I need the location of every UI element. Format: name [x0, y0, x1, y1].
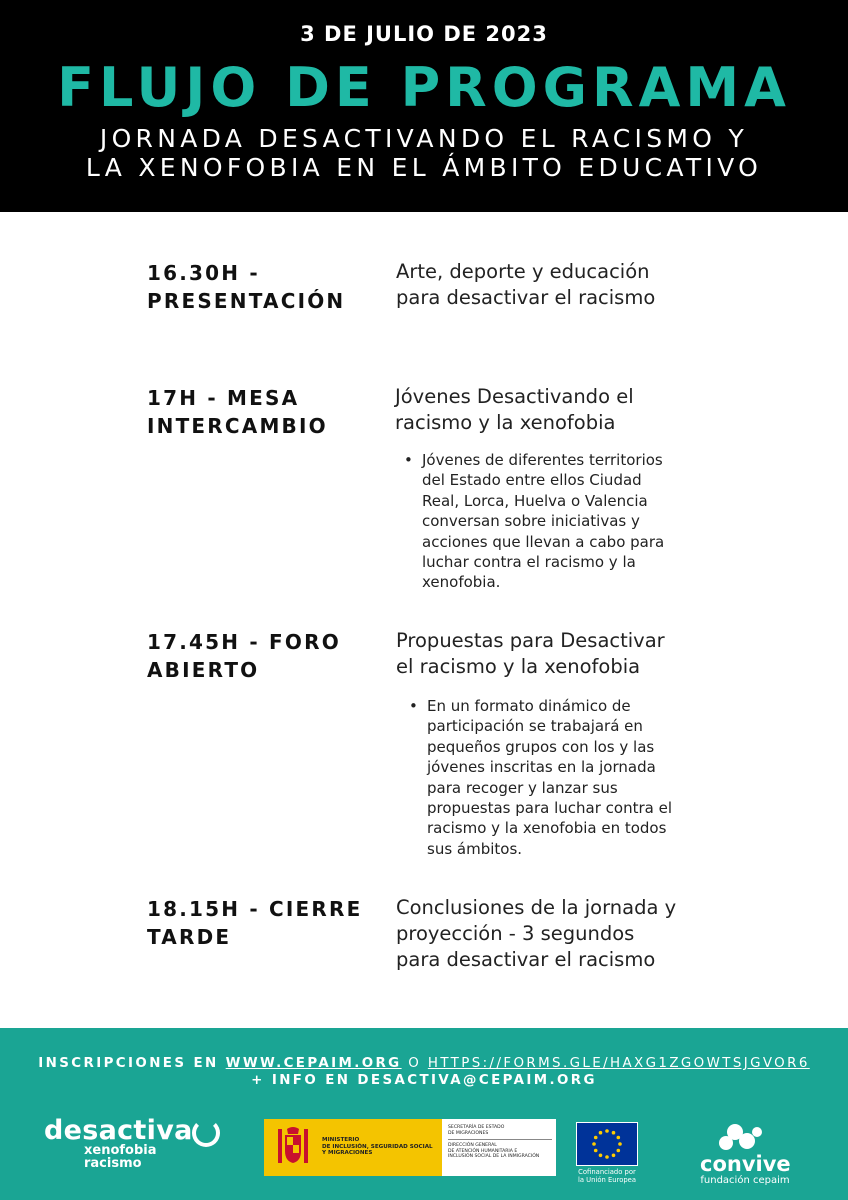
- registration-or: O: [401, 1056, 428, 1071]
- program-description-line: proyección - 3 segundos: [396, 922, 635, 945]
- program-description-line: racismo y la xenofobia: [395, 411, 616, 434]
- registration-text: [0, 1055, 848, 1073]
- program-description-line: Propuestas para Desactivar: [396, 629, 665, 652]
- program-description-line: Arte, deporte y educación: [396, 260, 650, 283]
- bullet-line: Real, Lorca, Huelva o Valencia: [422, 491, 648, 510]
- form-link[interactable]: HTTPS://FORMS.GLE/HAXG1ZGOWTSJGVOR6: [427, 1056, 810, 1071]
- program-description: [396, 628, 756, 680]
- program-description-line: el racismo y la xenofobia: [396, 655, 641, 678]
- bullet-line: jóvenes inscritas en la jornada: [427, 758, 656, 777]
- bullet-line: del Estado entre ellos Ciudad: [422, 471, 642, 490]
- program-time: [147, 259, 382, 315]
- ministerio-line: DE INCLUSIÓN, SEGURIDAD SOCIAL: [322, 1143, 433, 1150]
- bullet-line: propuestas para luchar contra el: [427, 799, 672, 818]
- registration-prefix: INSCRIPCIONES EN: [38, 1056, 226, 1071]
- eu-text-line: la Unión Europea: [577, 1176, 637, 1184]
- subtitle-line: JORNADA DESACTIVANDO EL RACISMO Y: [99, 124, 749, 153]
- program-description: [396, 259, 756, 311]
- website-link[interactable]: WWW.CEPAIM.ORG: [225, 1056, 402, 1071]
- bullet-line: conversan sobre iniciativas y: [422, 512, 640, 531]
- program-time-line: 17.45H - FORO: [147, 630, 341, 654]
- event-date: 3 DE JULIO DE 2023: [300, 22, 548, 46]
- subtitle-line: LA XENOFOBIA EN EL ÁMBITO EDUCATIVO: [85, 153, 763, 182]
- eu-text-line: Cofinanciado por: [578, 1168, 636, 1176]
- bullet-line: Jóvenes de diferentes territorios: [422, 451, 663, 469]
- program-description: [396, 895, 756, 973]
- divider: [448, 1139, 552, 1140]
- ministerio-line: MINISTERIO: [322, 1137, 360, 1143]
- program-bullet-list: [404, 450, 724, 593]
- convive-logo-sub: fundación cepaim: [700, 1175, 790, 1186]
- desactiva-logo-sub-line: xenofobia: [84, 1143, 157, 1158]
- contact-info: + INFO EN DESACTIVA@CEPAIM.ORG: [251, 1073, 597, 1088]
- bullet-line: pequeños grupos con los y las: [427, 737, 655, 756]
- secretaria-text: [448, 1125, 552, 1160]
- bullet-line: En un formato dinámico de: [427, 697, 631, 715]
- program-time: [147, 895, 382, 951]
- secretaria-line: SECRETARÍA DE ESTADO: [448, 1125, 505, 1130]
- eu-text: [574, 1168, 640, 1184]
- header-banner: [0, 0, 848, 212]
- program-description-line: Conclusiones de la jornada y: [396, 896, 677, 919]
- bullet-line: xenofobia.: [422, 573, 501, 592]
- ministerio-logo-yellow: [264, 1119, 442, 1176]
- desactiva-logo-sub-line: racismo: [84, 1156, 142, 1171]
- coat-of-arms-icon: [276, 1127, 310, 1167]
- ministerio-text: [322, 1137, 442, 1157]
- bullet-line: luchar contra el racismo y la: [422, 553, 636, 572]
- program-description-line: Jóvenes Desactivando el: [395, 385, 634, 408]
- list-item: [409, 696, 729, 859]
- footer-banner: [0, 1028, 848, 1200]
- list-item: [404, 450, 724, 593]
- convive-logo-word: convive: [700, 1152, 791, 1176]
- program-time-line: TARDE: [147, 925, 232, 949]
- bullet-line: para recoger y lanzar sus: [427, 778, 618, 797]
- program-time-line: 17H - MESA: [147, 386, 300, 410]
- ministerio-logo: [264, 1119, 556, 1176]
- program-time-line: INTERCAMBIO: [147, 414, 328, 438]
- convive-circles-icon: [700, 1124, 790, 1150]
- desactiva-logo-sub: [84, 1144, 157, 1170]
- program-time-line: PRESENTACIÓN: [147, 289, 346, 313]
- program-time: [147, 628, 382, 684]
- direccion-line: DIRECCIÓN GENERAL: [448, 1143, 497, 1148]
- secretaria-line: DE MIGRACIONES: [448, 1130, 489, 1136]
- bullet-line: participación se trabajará en: [427, 717, 643, 736]
- program-time-line: ABIERTO: [147, 658, 260, 682]
- program-description: [395, 384, 755, 436]
- eu-logo: [574, 1122, 640, 1186]
- direccion-line: INCLUSIÓN SOCIAL DE LA INMIGRACIÓN: [448, 1154, 540, 1159]
- program-list: [0, 212, 848, 1028]
- eu-flag-icon: [576, 1122, 638, 1166]
- direccion-line: DE ATENCIÓN HUMANITARIA E: [448, 1148, 518, 1154]
- bullet-line: racismo y la xenofobia en todos: [427, 819, 667, 838]
- program-time: [147, 384, 382, 440]
- program-bullet-list: [409, 696, 729, 859]
- bullet-line: sus ámbitos.: [427, 839, 523, 858]
- ministerio-line: Y MIGRACIONES: [322, 1150, 373, 1156]
- ring-icon: [192, 1119, 220, 1147]
- bullet-icon: •: [409, 697, 418, 715]
- bullet-line: acciones que llevan a cabo para: [422, 532, 665, 551]
- event-subtitle: [0, 124, 848, 182]
- program-description-line: para desactivar el racismo: [396, 286, 656, 309]
- convive-logo: [700, 1128, 790, 1190]
- desactiva-logo: [44, 1114, 224, 1174]
- program-description-line: para desactivar el racismo: [396, 948, 656, 971]
- program-time-line: 16.30H -: [147, 261, 260, 285]
- bullet-icon: •: [404, 451, 413, 469]
- program-time-line: 18.15H - CIERRE: [147, 897, 363, 921]
- desactiva-logo-word: desactiva: [44, 1115, 193, 1146]
- eu-stars-icon: [577, 1123, 637, 1165]
- page-title: FLUJO DE PROGRAMA: [57, 56, 791, 119]
